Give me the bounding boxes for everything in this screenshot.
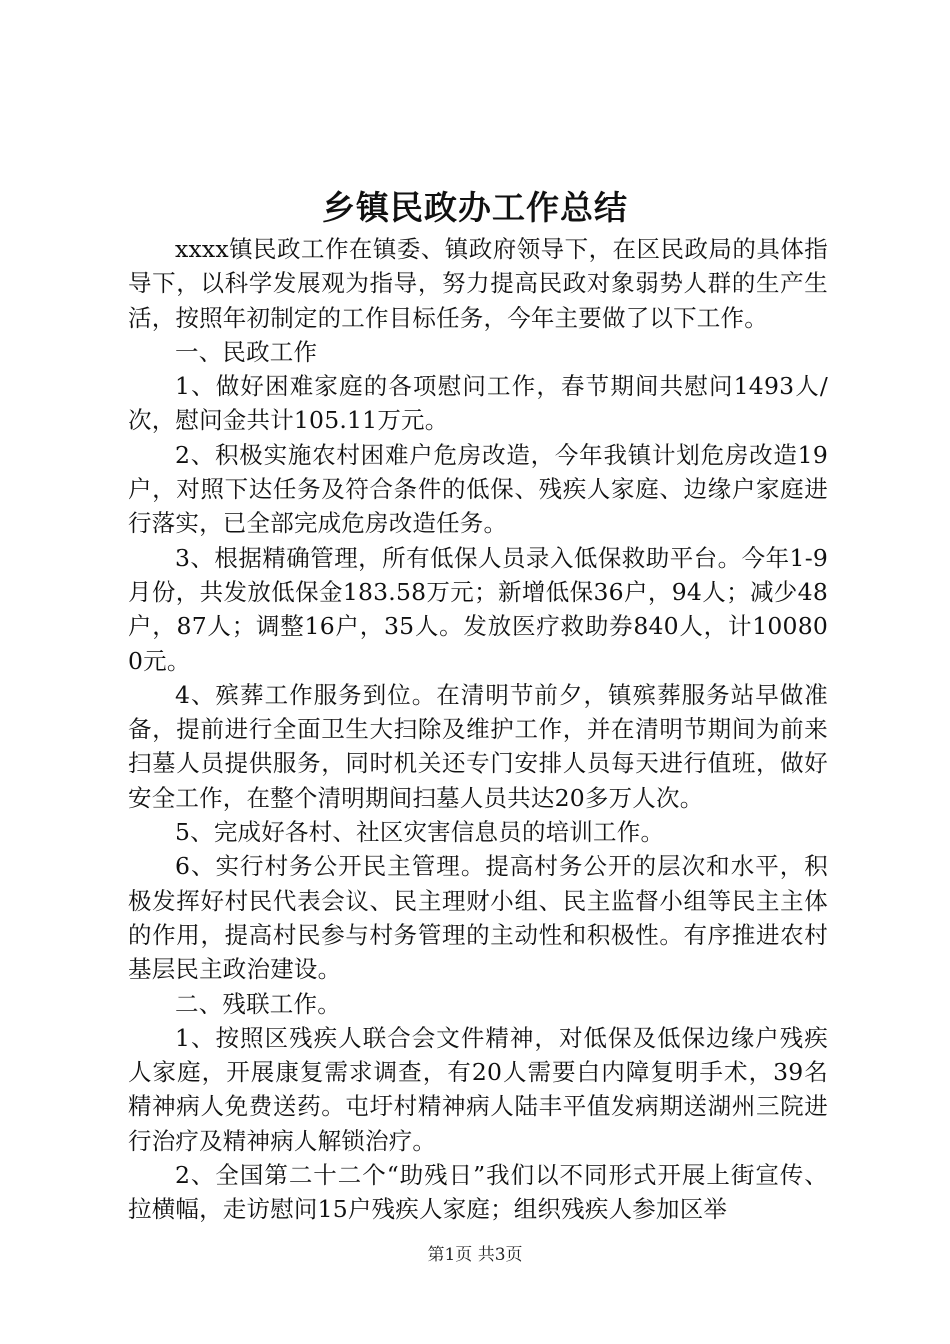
paragraph-item: 2、积极实施农村困难户危房改造，今年我镇计划危房改造19户，对照下达任务及符合条件的低保、残疾人家庭、边缘户家庭进行落实，已全部完成危房改造任务。 <box>128 440 828 538</box>
page-number-footer: 第1页 共3页 <box>427 1245 523 1265</box>
paragraph-item: 2、全国第二十二个“助残日”我们以不同形式开展上街宣传、拉横幅，走访慰问15户残疾人家庭；组织残疾人参加区举 <box>128 1161 828 1224</box>
section-heading-disability-federation: 二、残联工作。 <box>175 989 341 1018</box>
paragraph-item: 1、做好困难家庭的各项慰问工作，春节期间共慰问1493人/次，慰问金共计105.11万元。 <box>128 372 828 435</box>
paragraph-item: 5、完成好各村、社区灾害信息员的培训工作。 <box>175 818 665 847</box>
section-heading-civil-affairs: 一、民政工作 <box>175 337 318 366</box>
document-body <box>128 232 828 1227</box>
paragraph-item: 4、殡葬工作服务到位。在清明节前夕，镇殡葬服务站早做准备，提前进行全面卫生大扫除及维护工作，并在清明节期间为前来扫墓人员提供服务，同时机关还专门安排人员每天进行值班，做好安全工作，在整个清明期间扫墓人员共达20多万人次。 <box>128 680 828 812</box>
document-title: 乡镇民政办工作总结 <box>322 188 628 227</box>
paragraph-item: 6、实行村务公开民主管理。提高村务公开的层次和水平，积极发挥好村民代表会议、民主理财小组、民主监督小组等民主主体的作用，提高村民参与村务管理的主动性和积极性。有序推进农村基层民主政治建设。 <box>128 852 828 984</box>
paragraph-intro: xxxx镇民政工作在镇委、镇政府领导下，在区民政局的具体指导下，以科学发展观为指导，努力提高民政对象弱势人群的生产生活，按照年初制定的工作目标任务，今年主要做了以下工作。 <box>128 235 828 332</box>
paragraph-item: 3、根据精确管理，所有低保人员录入低保救助平台。今年1-9月份，共发放低保金183.58万元；新增低保36户，94人；减少48户，87人；调整16户，35人。发放医疗救助券840人，计100800元。 <box>128 543 828 675</box>
paragraph-item: 1、按照区残疾人联合会文件精神，对低保及低保边缘户残疾人家庭，开展康复需求调查，有20人需要白内障复明手术，39名精神病人免费送药。屯圩村精神病人陆丰平值发病期送湖州三院进行治疗及精神病人解锁治疗。 <box>128 1023 828 1155</box>
